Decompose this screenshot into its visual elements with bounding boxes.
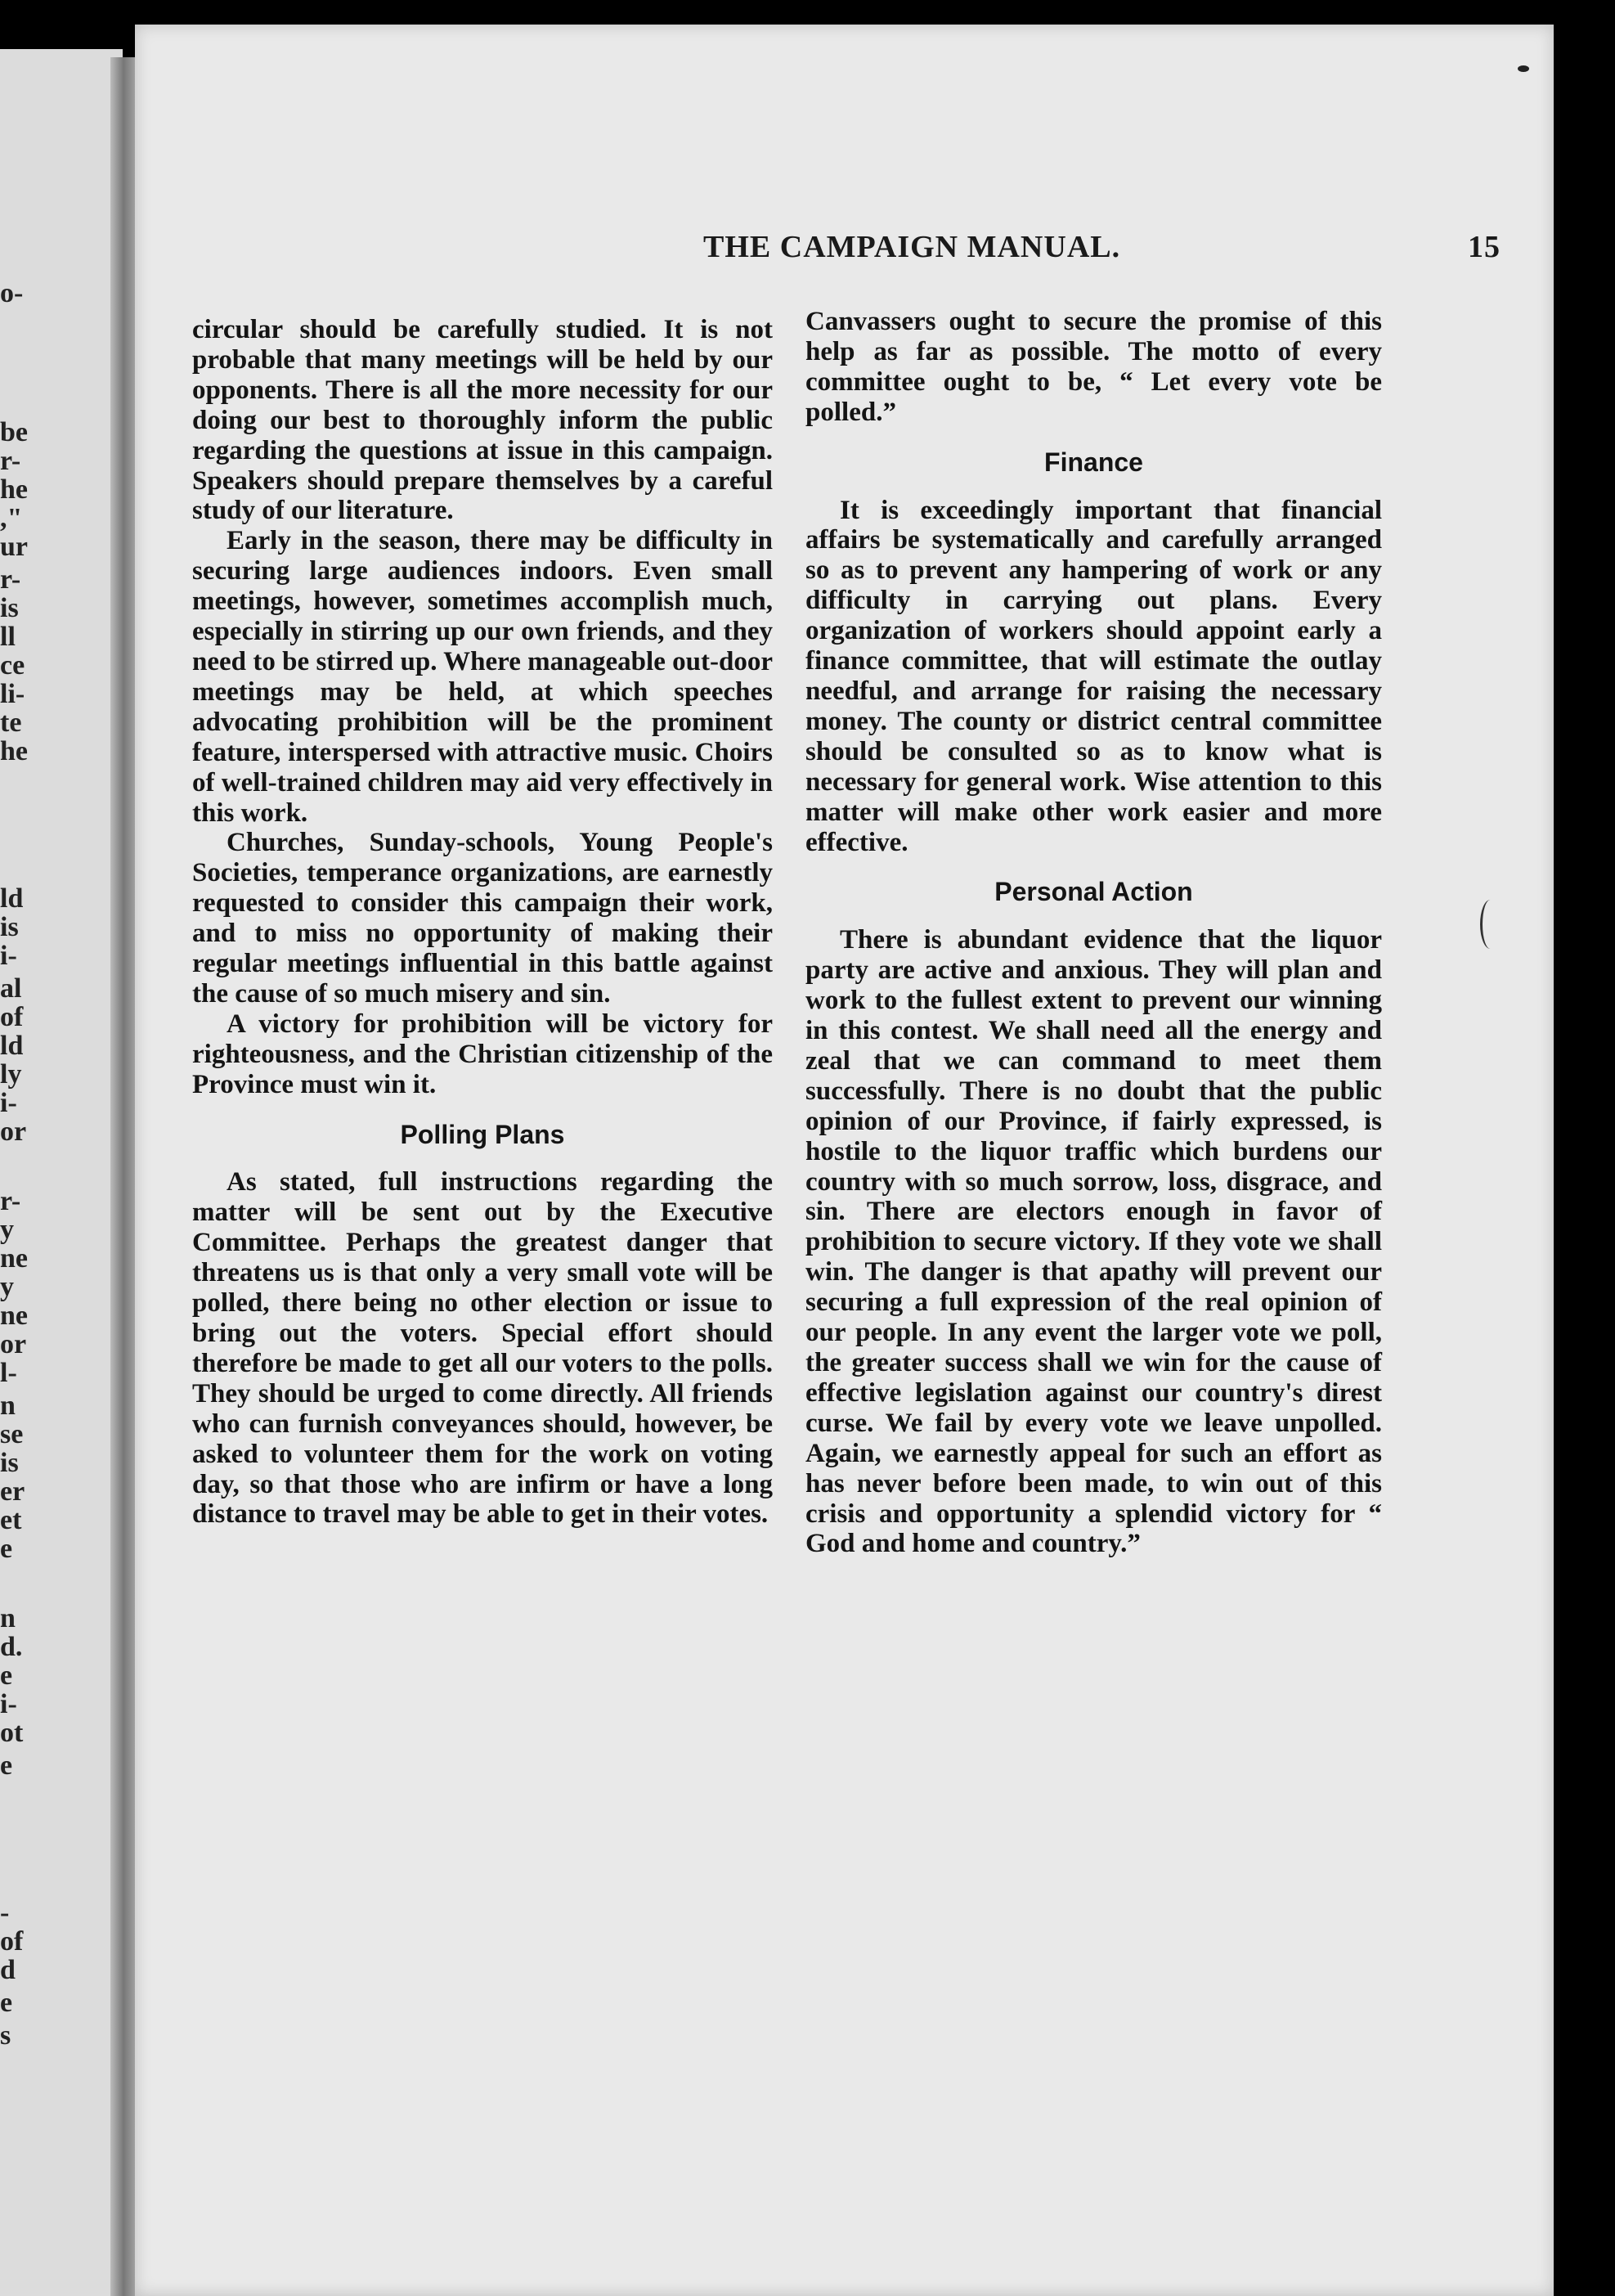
- paragraph: Early in the season, there may be difficulty in securing large audiences indoors. Even small meetings, however, sometimes accomplish much, especially in stirring up our own friends, and they need to be stirred up. Where manageable out-door meetings may be held, at which speeches advocating prohibition will be the prominent feature, interspersed with attractive music. Choirs of well-trained children may aid very effectively in this work.: [192, 526, 773, 828]
- facing-page-fragment: et: [0, 1505, 22, 1535]
- facing-page-fragment: ly: [0, 1059, 22, 1090]
- paragraph: A victory for prohibition will be victory for righteousness, and the Christian citizenship of the Province must win it.: [192, 1009, 773, 1099]
- facing-page-fragment: i-: [0, 1689, 17, 1719]
- facing-page-fragment: ll: [0, 622, 16, 652]
- facing-page-fragment: o-: [0, 278, 24, 308]
- left-column: [192, 315, 773, 1530]
- facing-page-edge: [0, 49, 123, 2296]
- facing-page-fragment: he: [0, 736, 28, 766]
- facing-page-fragment: d.: [0, 1632, 23, 1662]
- facing-page-fragment: n: [0, 1391, 16, 1421]
- paragraph: There is abundant evidence that the liquor party are active and anxious. They will plan and work to the fullest extent to prevent our winning in this contest. We shall need all the energy and zeal that we can command to meet them successfully. There is no doubt that the public opinion of our Province, if fairly expressed, is hostile to the liquor traffic which burdens our country with so much sorrow, loss, disgrace, and sin. There are electors enough in favor of prohibition to secure victory. If they vote we shall win. The danger is that apathy will prevent our securing a full expression of the real opinion of our people. In any event the larger vote we poll, the greater success shall we win for the cause of effective legislation against our country's direst curse. We fail by every vote we leave unpolled. Again, we earnestly appeal for such an effort as has never before been made, to win out of this crisis and opportunity a splendid victory for “ God and home and country.”: [805, 925, 1382, 1559]
- facing-page-fragment: al: [0, 973, 22, 1004]
- facing-page-fragment: or: [0, 1329, 27, 1359]
- facing-page-fragment: ne: [0, 1301, 28, 1331]
- facing-page-fragment: ld: [0, 883, 24, 914]
- facing-page-fragment: r-: [0, 1186, 21, 1216]
- facing-page-fragment: ce: [0, 650, 25, 681]
- facing-page-fragment: e: [0, 1750, 13, 1781]
- facing-page-fragment: s: [0, 2020, 11, 2051]
- facing-page-fragment: n: [0, 1603, 16, 1633]
- facing-page-fragment: r-: [0, 446, 21, 476]
- paragraph: As stated, full instructions regarding the matter will be sent out by the Executive Committee. Perhaps the greatest danger that threatens us is that only a very small vote will be polled, there being no other election or issue to bring out the voters. Special effort should therefore be made to get all our voters to the polls. They should be urged to come directly. All friends who can furnish conveyances should, however, be asked to volunteer them for the work on voting day, so that those who are infirm or have a long distance to travel may be able to get in their votes.: [192, 1167, 773, 1530]
- section-heading-personal-action: Personal Action: [994, 877, 1193, 907]
- paragraph: circular should be carefully studied. It is not probable that many meetings will be held by our opponents. There is all the more necessity for our doing our best to thoroughly inform the public regarding the questions at issue in this campaign. Speakers should prepare themselves by a careful study of our literature.: [192, 315, 773, 526]
- facing-page-fragment: ld: [0, 1031, 24, 1061]
- facing-page-fragment: of: [0, 1926, 24, 1957]
- facing-page-fragment: i-: [0, 941, 17, 971]
- facing-page-fragment: e: [0, 1660, 13, 1691]
- facing-page-fragment: te: [0, 708, 22, 738]
- facing-page-fragment: y: [0, 1272, 14, 1302]
- right-column: [805, 307, 1382, 1559]
- section-heading-polling-plans: Polling Plans: [400, 1119, 565, 1149]
- facing-page-fragment: e: [0, 1534, 13, 1564]
- paragraph: It is exceedingly important that financial affairs be systematically and carefully arranged so as to prevent any hampering of work or any difficulty in carrying out plans. Every organization of workers should appoint early a finance committee, that will estimate the outlay needful, and arrange for raising the necessary money. The county or district central committee should be consulted so as to know what is necessary for general work. Wise attention to this matter will make other work easier and more effective.: [805, 495, 1382, 857]
- section-heading-finance: Finance: [1044, 447, 1143, 477]
- running-head-title: THE CAMPAIGN MANUAL.: [703, 230, 1121, 264]
- facing-page-fragment: or: [0, 1117, 27, 1147]
- facing-page-fragment: be: [0, 417, 28, 447]
- facing-page-fragment: of: [0, 1002, 24, 1032]
- facing-page-fragment: is: [0, 1448, 19, 1478]
- paragraph: Churches, Sunday-schools, Young People's Societies, temperance organizations, are earnestly requested to consider this campaign their work, and to miss no opportunity of making their regular meetings influential in this battle against the cause of so much misery and sin.: [192, 828, 773, 1009]
- facing-page-fragment: is: [0, 593, 19, 623]
- facing-page-fragment: se: [0, 1419, 24, 1449]
- page-number: 15: [1468, 230, 1501, 264]
- facing-page-fragment: ur: [0, 532, 28, 562]
- facing-page-fragment: i-: [0, 1088, 17, 1118]
- facing-page-fragment: -: [0, 1898, 10, 1928]
- facing-page-fragment: ,": [0, 503, 23, 533]
- facing-page-fragment: he: [0, 474, 28, 505]
- facing-page-fragment: is: [0, 912, 19, 942]
- facing-page-fragment: er: [0, 1476, 25, 1507]
- ink-blot: [1518, 65, 1529, 72]
- book-page: [135, 25, 1554, 2296]
- facing-page-fragment: r-: [0, 564, 21, 595]
- facing-page-fragment: e: [0, 1988, 13, 2018]
- facing-page-fragment: d: [0, 1955, 16, 1985]
- paragraph: Canvassers ought to secure the promise of this help as far as possible. The motto of every committee ought to be, “ Let every vote be polled.”: [805, 307, 1382, 427]
- facing-page-fragment: ne: [0, 1243, 28, 1274]
- facing-page-fragment: l-: [0, 1358, 17, 1388]
- page-edge-mark: [1480, 900, 1501, 949]
- facing-page-fragment: li-: [0, 679, 25, 709]
- facing-page-fragment: y: [0, 1215, 14, 1245]
- facing-page-fragment: ot: [0, 1718, 24, 1748]
